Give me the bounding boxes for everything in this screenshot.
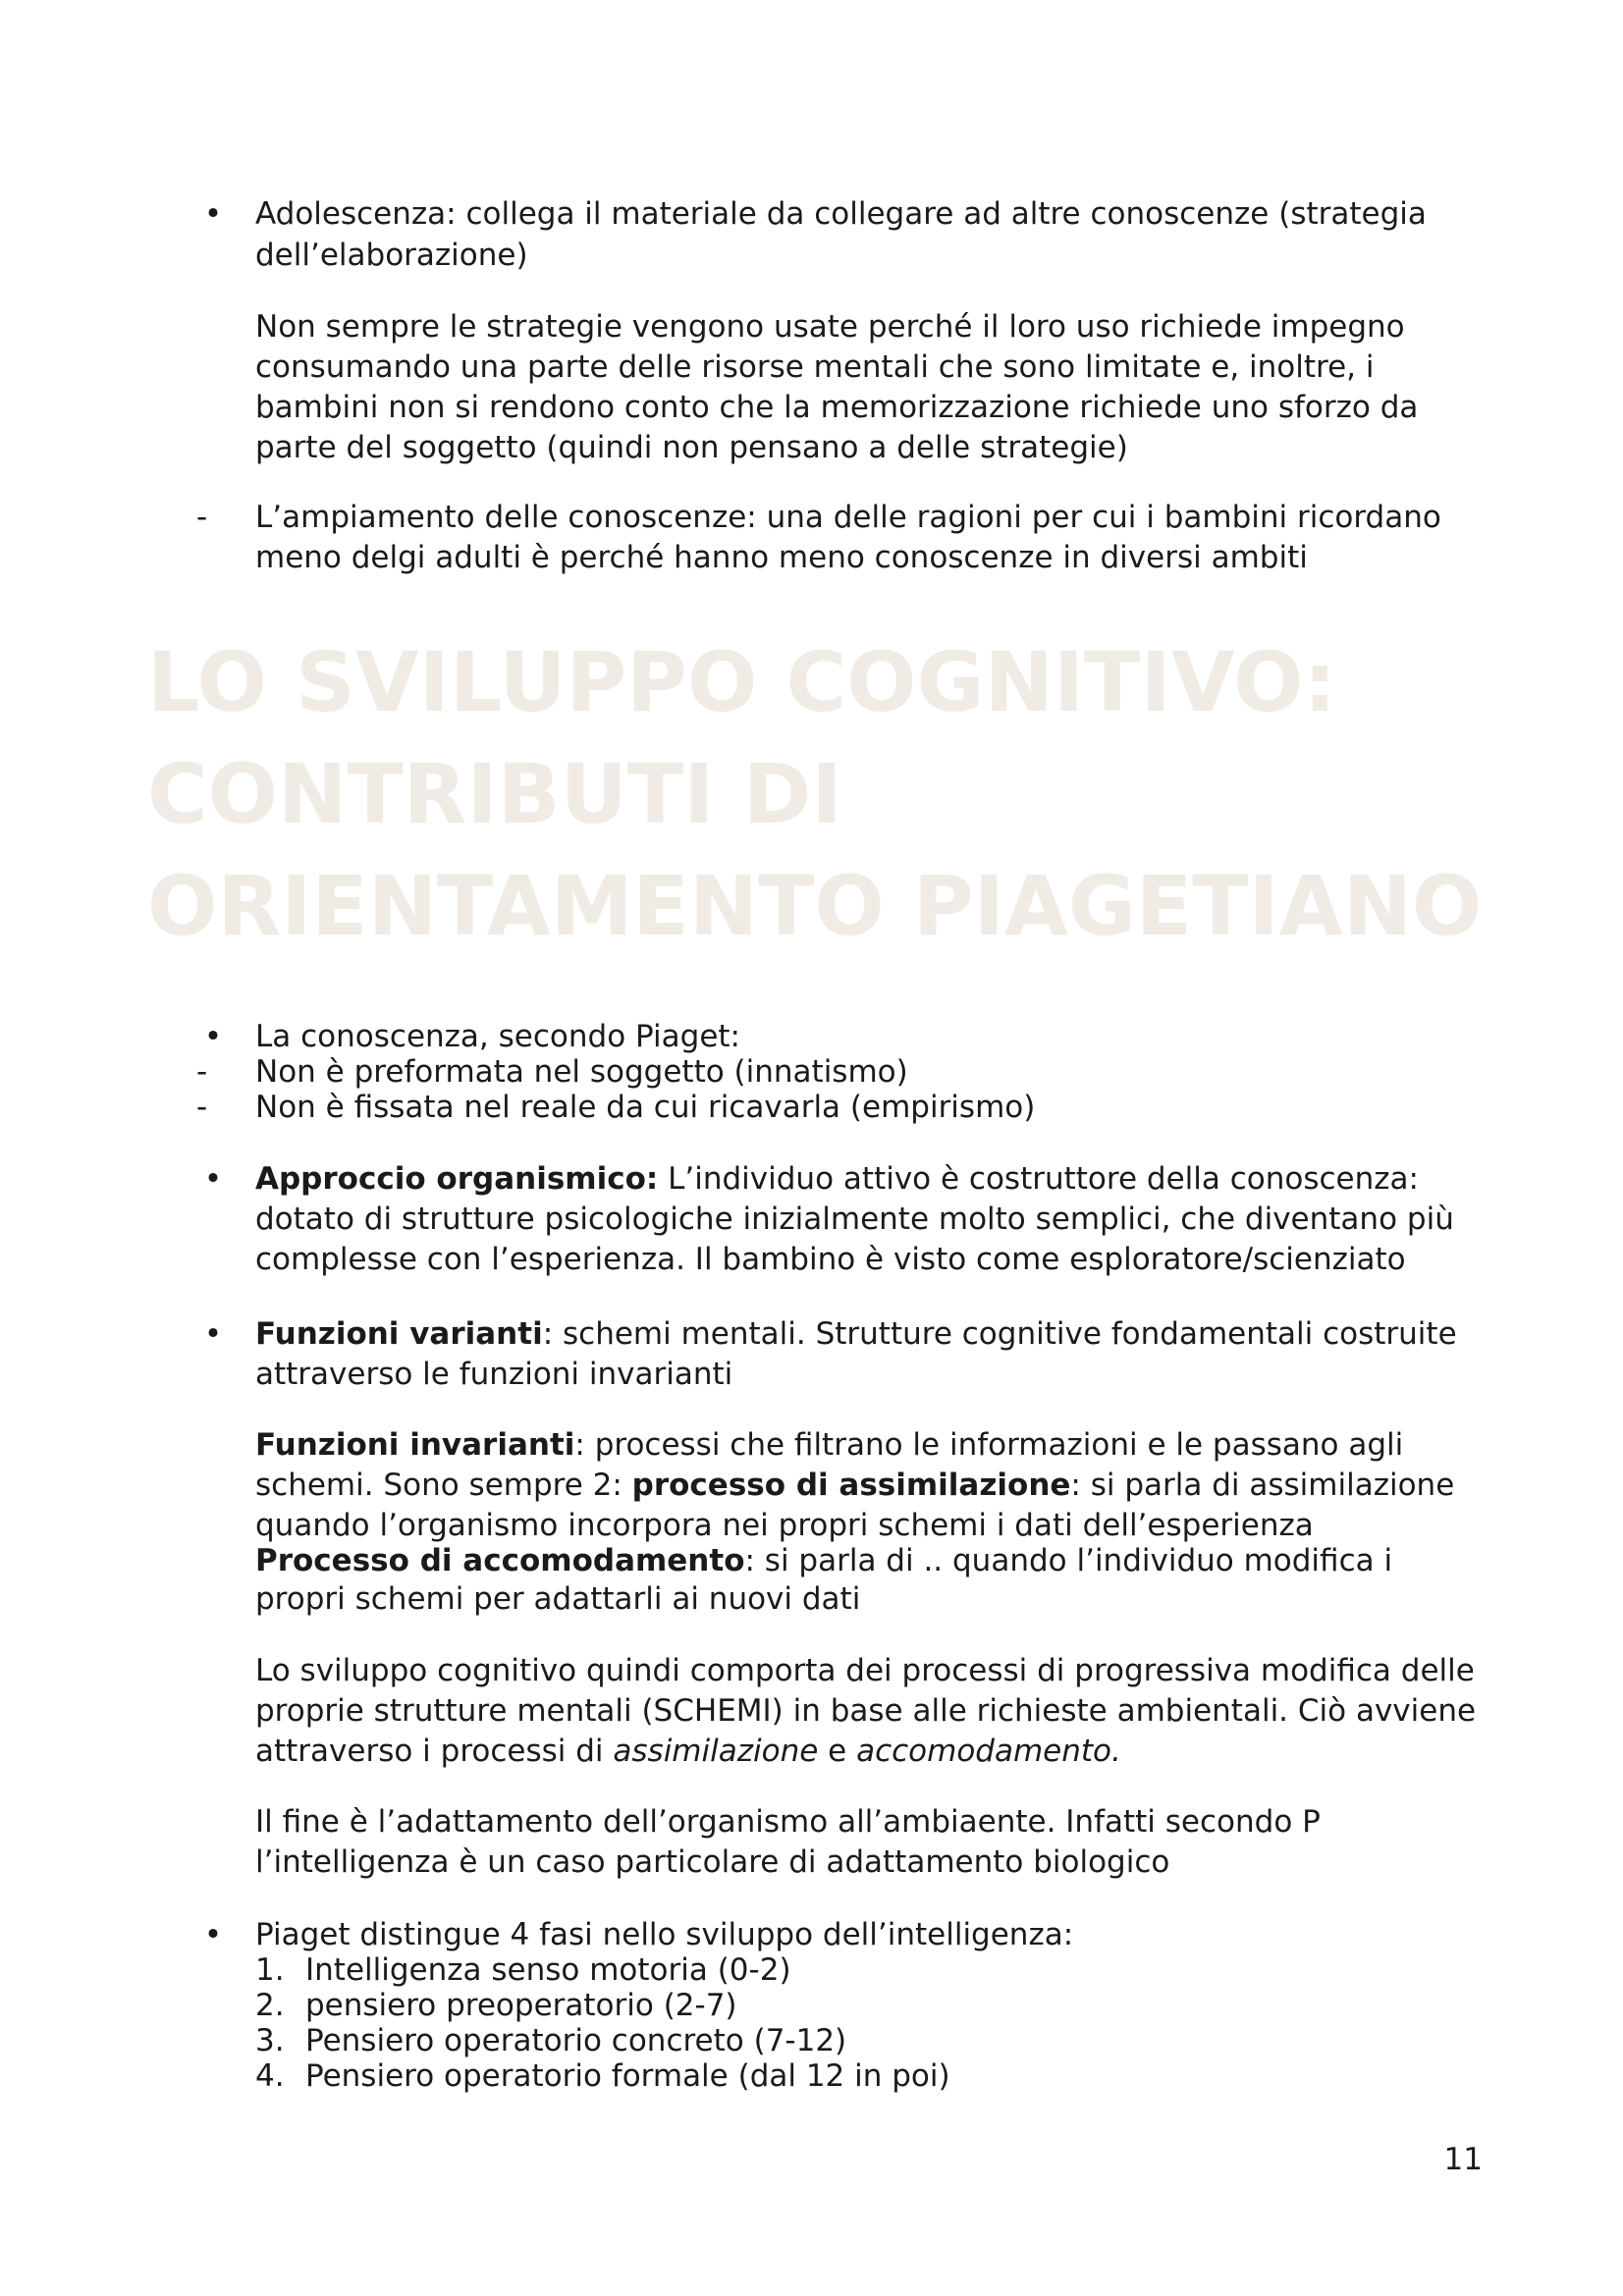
accomodamento-term: Processo di accomodamento: [255, 1543, 745, 1578]
document-page: • Adolescenza: collega il materiale da collegare ad altre conoscenze (strategia dell’elaborazione) Non sempre le strategie vengono usate perché il loro uso richiede impegno consumando una parte delle risorse mentali che sono limitate e, inoltre, i bambini non si rendono conto che la memorizzazione richiede uno sforzo da parte del soggetto (quindi non pensano a delle strategie) - L’ampiamento delle conoscenze: una delle ragioni per cui i bambini ricordano meno delgi adulti è perché hanno meno conoscenze in diversi ambiti LO SVILUPPO COGNITIVO: CONTRIBUTI DI ORIENTAMENTO PIAGETIANO • La conoscenza, secondo Piaget: - Non è preformata nel soggetto (innatismo) - Non è fissata nel reale da cui ricavarla (empirismo) • Approccio organismico: L’individuo attivo è costruttore della conoscenza: dotato di strutture psicologiche inizialmente molto semplici, che diventano più complesse con l’esperienza. Il bambino è visto come esploratore/scienziato • Funzioni varianti: schemi mentali. Strutture cognitive fondamentali costruite attraverso le funzioni invarianti Funzioni invarianti: processi che filtrano le informazioni e le passano agli schemi. Sono sempre 2: processo di assimilazione: si parla di assimilazione quando l’organismo incorpora nei propri schemi i dati dell’esperienza Processo di accomodamento: si parla di .. quando l’individuo modifica i propri schemi per adattarli ai nuovi dati Lo sviluppo cognitivo quindi comporta dei processi di progressiva modifica delle proprie strutture mentali (SCHEMI) in base alle richieste ambientali. Ciò avviene attraverso i processi di assimilazione e accomodamento. Il fine è l’adattamento dell’organismo all’ambiaente. Infatti secondo P l’intelligenza è un caso particolare di adattamento biologico • Piaget distingue 4 fasi nello sviluppo dell’intelligenza: 1. Intelligenza senso motoria (0-2) 2. pensiero preoperatorio (2-7) 3. Pensiero operatorio concreto (7-12) 4. Pensiero operatorio formale (dal 12 in poi) 11: [147, 196, 1483, 2177]
bullet: •: [203, 1917, 223, 1952]
dash-marker: -: [196, 500, 208, 535]
page-number: 11: [1443, 2142, 1483, 2177]
section-heading: [147, 626, 1483, 954]
bullet: •: [203, 1316, 223, 1352]
assimilazione-italic: assimilazione: [613, 1734, 819, 1769]
heading-line-3: ORIENTAMENTO PIAGETIANO: [147, 858, 1483, 954]
heading-line-2: CONTRIBUTI DI: [147, 746, 842, 842]
accomodamento-italic: accomodamento.: [856, 1734, 1121, 1769]
assimilazione-term: processo di assimilazione: [631, 1468, 1071, 1503]
organismico-label: Approccio organismico:: [255, 1161, 659, 1197]
bullet: •: [203, 1019, 223, 1054]
bullet: •: [203, 1161, 223, 1197]
invarianti-label: Funzioni invarianti: [255, 1427, 575, 1463]
dash-marker: -: [196, 1090, 208, 1125]
varianti-label: Funzioni varianti: [255, 1316, 543, 1352]
heading-line-1: LO SVILUPPO COGNITIVO:: [147, 634, 1337, 730]
bullet: •: [203, 196, 223, 232]
dash-marker: -: [196, 1054, 208, 1090]
